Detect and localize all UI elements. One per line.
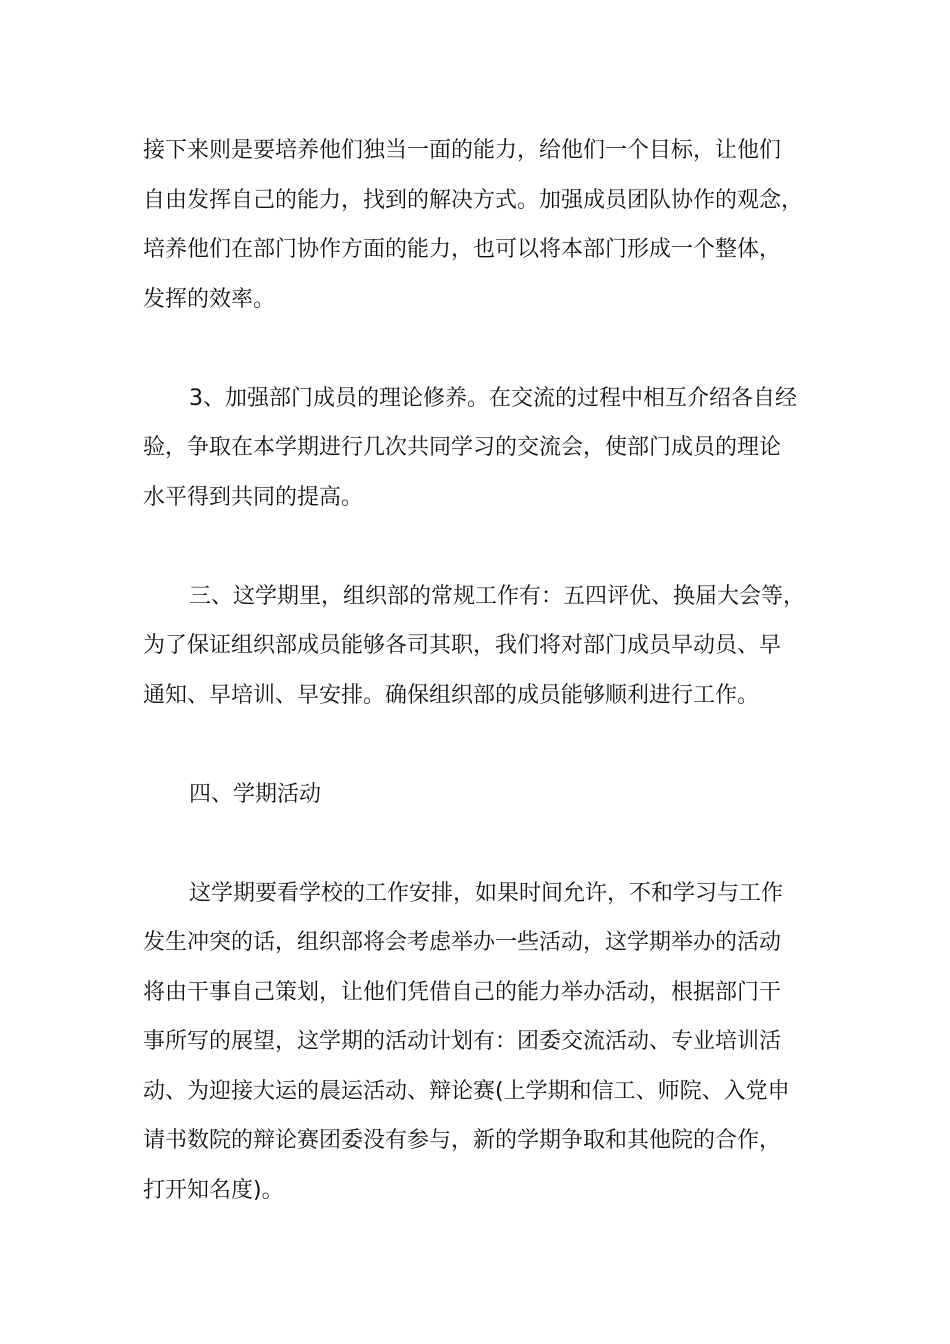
paragraph-5-line-5: 动、为迎接大运的晨运活动、辩论赛(上学期和信工、师院、入党申 [143, 1078, 790, 1104]
document-body [143, 126, 811, 1215]
paragraph-1-line-2: 自由发挥自己的能力，找到的解决方式。加强成员团队协作的观念， [143, 187, 804, 213]
paragraph-5-line-7: 打开知名度)。 [143, 1177, 284, 1203]
paragraph-2-line-1: 3、加强部门成员的理论修养。在交流的过程中相互介绍各自经 [189, 385, 797, 411]
paragraph-5-line-1: 这学期要看学校的工作安排，如果时间允许，不和学习与工作 [189, 880, 784, 906]
paragraph-gap [143, 522, 811, 572]
section-heading-activities: 四、学期活动 [189, 781, 322, 807]
paragraph-5-line-4: 事所写的展望，这学期的活动计划有：团委交流活动、专业培训活 [143, 1029, 782, 1054]
paragraph-gap [143, 819, 811, 869]
paragraph-5-line-3: 将由干事自己策划，让他们凭借自己的能力举办活动，根据部门干 [143, 979, 782, 1005]
paragraph-gap [143, 324, 811, 374]
paragraph-1-line-3: 培养他们在部门协作方面的能力，也可以将本部门形成一个整体， [143, 237, 782, 262]
paragraph-3-line-1: 三、这学期里，组织部的常规工作有：五四评优、换届大会等， [189, 583, 806, 609]
paragraph-gap [143, 720, 811, 770]
paragraph-2-line-2: 验，争取在本学期进行几次共同学习的交流会，使部门成员的理论 [143, 435, 782, 460]
paragraph-5-line-2: 发生冲突的话，组织部将会考虑举办一些活动，这学期举办的活动 [143, 930, 782, 955]
paragraph-3-line-2: 为了保证组织部成员能够各司其职，我们将对部门成员早动员、早 [143, 633, 782, 658]
paragraph-5-line-6: 请书数院的辩论赛团委没有参与，新的学期争取和其他院的合作， [143, 1128, 782, 1153]
paragraph-3-line-3: 通知、早培训、早安排。确保组织部的成员能够顺利进行工作。 [143, 682, 760, 708]
paragraph-2-line-3: 水平得到共同的提高。 [143, 484, 364, 510]
paragraph-1-line-4: 发挥的效率。 [143, 286, 276, 312]
paragraph-1-line-1: 接下来则是要培养他们独当一面的能力，给他们一个目标，让他们 [143, 138, 782, 163]
